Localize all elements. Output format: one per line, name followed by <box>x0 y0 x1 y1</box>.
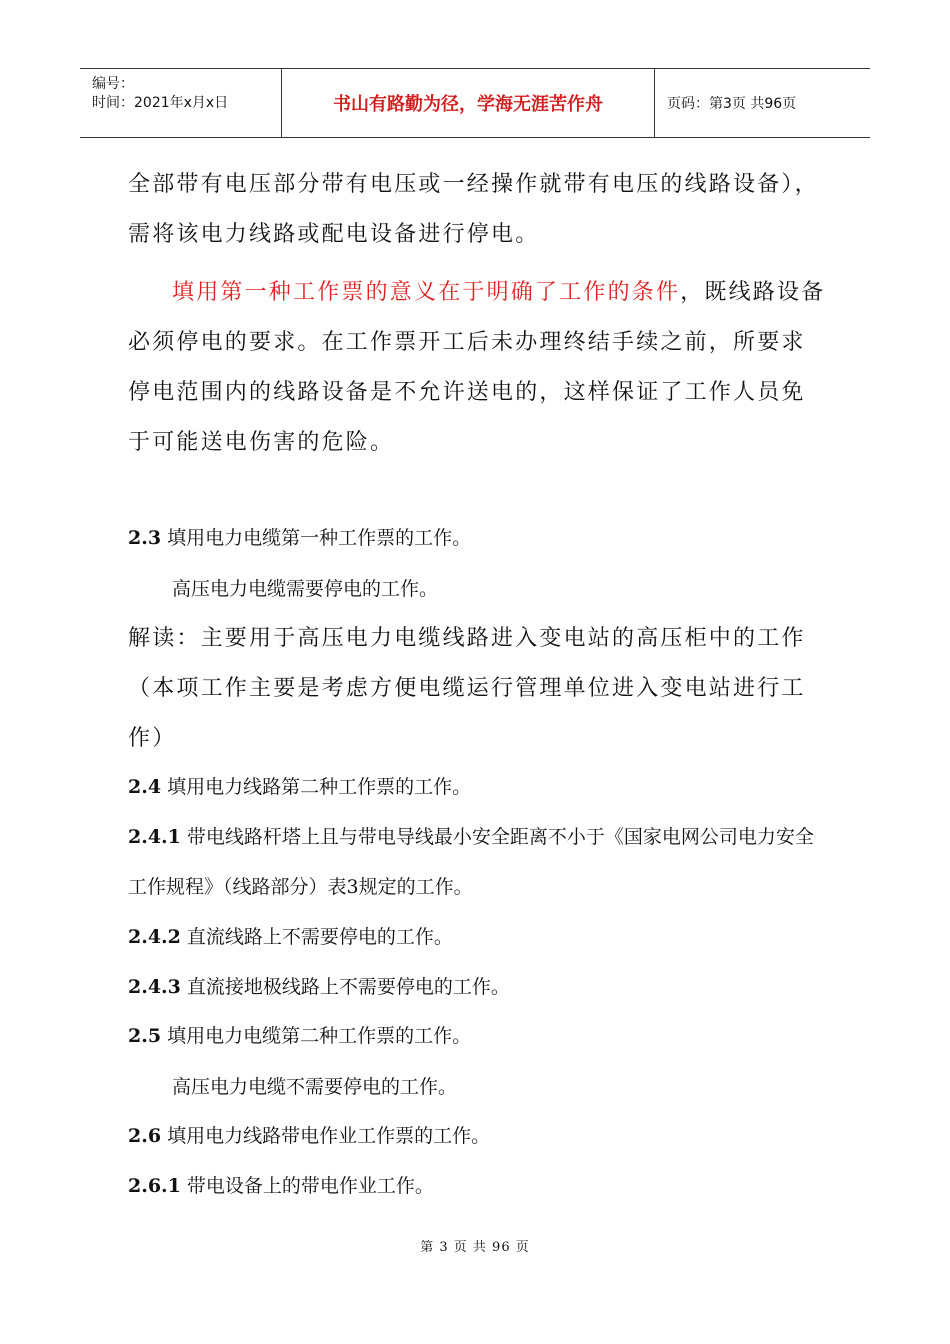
section-2-6-1: 2.6.1 带电设备上的带电作业工作。 <box>128 1175 434 1197</box>
section-2-6: 2.6 填用电力线路带电作业工作票的工作。 <box>128 1125 491 1147</box>
section-2-4-1: 2.4.1 带电线路杆塔上且与带电导线最小安全距离不小于《国家电网公司电力安全工作规程》（线路部分）表3规定的工作。 <box>128 826 814 898</box>
highlight-text: 填用第一种工作票的意义在于明确了工作的条件 <box>172 280 681 305</box>
code-label: 编号： <box>92 76 134 92</box>
header-page-info: 页码：第3页 共96页 <box>667 96 797 112</box>
section-2-4: 2.4 填用电力线路第二种工作票的工作。 <box>128 776 472 798</box>
header-meta <box>80 69 282 137</box>
explanation-paragraph: 解读：主要用于高压电力电缆线路进入变电站的高压柜中的工作（本项工作主要是考虑方便电缆运行管理单位进入变电站进行工作） <box>128 626 806 751</box>
section-2-4-2: 2.4.2 直流线路上不需要停电的工作。 <box>128 926 453 948</box>
page-header <box>80 68 870 138</box>
section-2-3-detail: 高压电力电缆需要停电的工作。 <box>172 578 439 600</box>
section-2-4-3: 2.4.3 直流接地极线路上不需要停电的工作。 <box>128 976 510 998</box>
paragraph-2 <box>128 268 828 468</box>
section-2-3: 2.3 填用电力电缆第一种工作票的工作。 <box>128 527 472 549</box>
section-2-5: 2.5 填用电力电缆第二种工作票的工作。 <box>128 1025 472 1047</box>
header-motto: 书山有路勤为径，学海无涯苦作舟 <box>282 69 655 137</box>
paragraph-1: 全部带有电压部分带有电压或一经操作就带有电压的线路设备），需将该电力线路或配电设备进行停电。 <box>128 172 819 247</box>
section-2-5-detail: 高压电力电缆不需要停电的工作。 <box>172 1076 458 1098</box>
time-label: 时间：2021年x月x日 <box>92 95 229 111</box>
page-footer: 第 3 页 共 96 页 <box>420 1240 530 1255</box>
paragraph-2-rest: ，既线路设备必须停电的要求。在工作票开工后未办理终结手续之前，所要求停电范围内的线路设备是不允许送电的，这样保证了工作人员免于可能送电伤害的危险。 <box>128 280 826 455</box>
